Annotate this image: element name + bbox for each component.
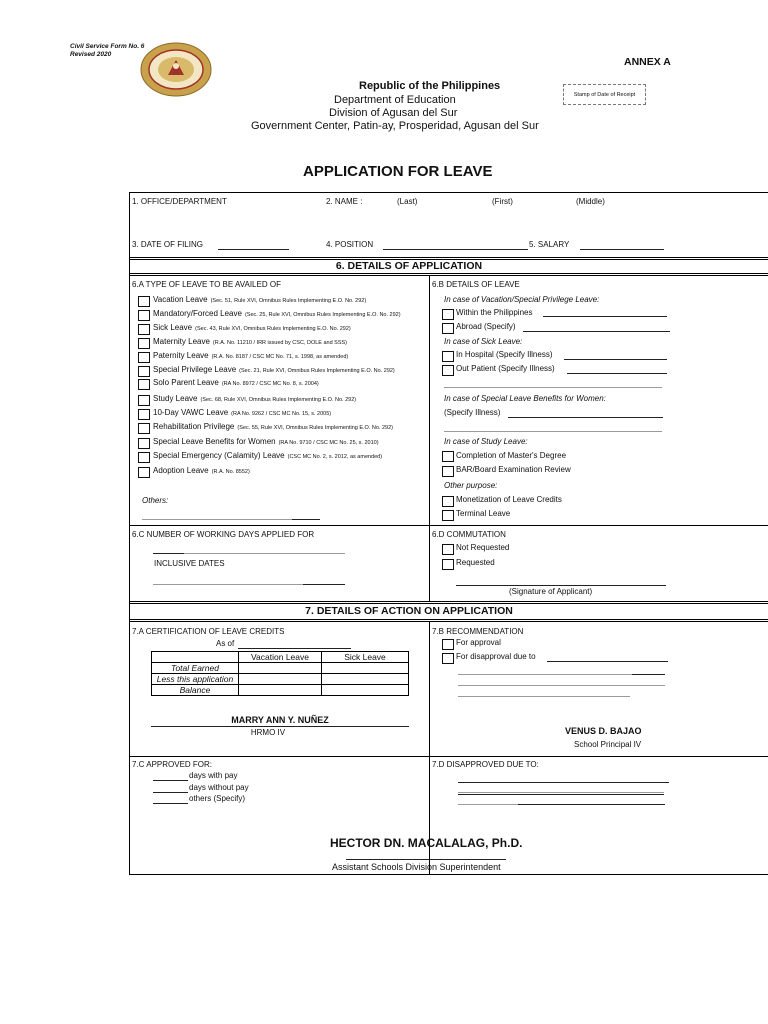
col-sick-header: Sick Leave xyxy=(322,652,409,663)
leave-type-label xyxy=(153,365,395,374)
sec6-mid-rule xyxy=(129,525,768,526)
specify-illness-field[interactable] xyxy=(508,417,663,418)
principal-title: School Principal IV xyxy=(574,740,642,749)
cell-total-sick[interactable] xyxy=(322,663,409,674)
leave-type-checkbox[interactable] xyxy=(138,324,150,335)
sec7-rule-top xyxy=(129,601,768,602)
leave-type-checkbox[interactable] xyxy=(138,338,150,349)
study-heading: In case of Study Leave: xyxy=(444,437,528,446)
leave-type-checkbox[interactable] xyxy=(138,379,150,390)
others-specify-field[interactable] xyxy=(153,803,188,804)
receipt-stamp-box: Stamp of Date of Receipt xyxy=(563,84,646,105)
position-label: 4. POSITION xyxy=(326,240,374,249)
annex-label: ANNEX A xyxy=(624,56,671,68)
within-philippines-checkbox[interactable] xyxy=(442,309,454,320)
for-disapproval-checkbox[interactable] xyxy=(442,653,454,664)
leave-type-reference: (R.A. No. 8187 / CSC MC No. 71, s. 1998, as amended) xyxy=(211,354,349,360)
division-line: Division of Agusan del Sur xyxy=(329,107,458,119)
other-purpose-heading: Other purpose: xyxy=(444,481,498,490)
sec7-mid-rule xyxy=(129,756,768,757)
leave-type-checkbox[interactable] xyxy=(138,423,150,434)
asds-title: Assistant Schools Division Superintendent xyxy=(332,862,501,872)
leave-type-checkbox[interactable] xyxy=(138,296,150,307)
credits-corner xyxy=(152,652,239,663)
not-requested-label: Not Requested xyxy=(456,543,510,552)
abroad-label: Abroad (Specify) xyxy=(456,322,516,331)
form-left-border xyxy=(129,192,130,875)
disapproval-line-4 xyxy=(458,696,630,697)
sec6-rule-bottom2 xyxy=(129,275,768,276)
hrmo-signature-line xyxy=(151,726,409,727)
disapproval-reason-field[interactable] xyxy=(547,661,668,662)
monetization-checkbox[interactable] xyxy=(442,496,454,507)
masters-checkbox[interactable] xyxy=(442,451,454,462)
women-heading: In case of Special Leave Benefits for Women: xyxy=(444,394,606,403)
leave-type-name: 10-Day VAWC Leave xyxy=(153,408,229,417)
sec6-rule-top xyxy=(129,257,768,258)
within-field[interactable] xyxy=(543,316,667,317)
section6a-title: 6.A TYPE OF LEAVE TO BE AVAILED OF xyxy=(132,280,281,289)
deped-seal-icon xyxy=(140,42,212,97)
sec6-divider xyxy=(429,275,430,601)
signature-label: (Signature of Applicant) xyxy=(509,587,593,596)
asds-signature-line xyxy=(346,859,506,860)
sec7-rule-bottom2 xyxy=(129,621,768,622)
row-total-earned: Total Earned xyxy=(152,663,239,674)
section7d-title: 7.D DISAPPROVED DUE TO: xyxy=(432,760,539,769)
leave-type-reference: (RA No. 8972 / CSC MC No. 8, s. 2004) xyxy=(221,381,319,387)
section7b-title: 7.B RECOMMENDATION xyxy=(432,627,524,636)
salary-label: 5. SALARY xyxy=(529,240,570,249)
leave-type-reference: (CSC MC No. 2, s. 2012, as amended) xyxy=(287,454,383,460)
cell-less-vacation[interactable] xyxy=(239,674,322,685)
women-extra-line xyxy=(444,431,662,432)
disapproved-line-2b xyxy=(458,794,664,795)
out-patient-checkbox[interactable] xyxy=(442,365,454,376)
signature-field[interactable] xyxy=(456,585,666,586)
as-of-field[interactable] xyxy=(238,648,351,649)
leave-type-label xyxy=(153,451,382,460)
leave-type-name: Vacation Leave xyxy=(153,295,208,304)
leave-type-name: Paternity Leave xyxy=(153,351,209,360)
bar-label: BAR/Board Examination Review xyxy=(456,465,571,474)
outpatient-field[interactable] xyxy=(567,373,667,374)
days-with-pay-label: days with pay xyxy=(189,771,238,780)
leave-type-label xyxy=(153,309,401,318)
disapproved-line-2 xyxy=(458,792,664,793)
inclusive-dates-label: INCLUSIVE DATES xyxy=(154,559,225,568)
office-label: 1. OFFICE/DEPARTMENT xyxy=(132,197,227,206)
bar-review-checkbox[interactable] xyxy=(442,466,454,477)
in-hospital-checkbox[interactable] xyxy=(442,351,454,362)
sec6-rule-bottom xyxy=(129,273,768,274)
sick-heading: In case of Sick Leave: xyxy=(444,337,523,346)
leave-type-checkbox[interactable] xyxy=(138,366,150,377)
leave-type-reference: (Sec. 21, Rule XVI, Omnibus Rules Implementing E.O. No. 292) xyxy=(239,368,395,374)
disapproval-line-2-end xyxy=(632,674,665,675)
within-label: Within the Philippines xyxy=(456,308,533,317)
date-filing-label: 3. DATE OF FILING xyxy=(132,240,203,249)
specify-illness-label: (Specify Illness) xyxy=(444,408,501,417)
leave-type-name: Rehabilitation Privilege xyxy=(153,422,235,431)
leave-type-label xyxy=(153,408,331,417)
working-days-line xyxy=(184,553,345,554)
name-middle-label: (Middle) xyxy=(576,197,605,206)
days-without-pay-label: days without pay xyxy=(189,783,249,792)
department-line: Department of Education xyxy=(334,94,456,106)
asds-name: HECTOR DN. MACALALAG, Ph.D. xyxy=(330,836,523,850)
disapproval-line-2 xyxy=(458,674,632,675)
outpatient-label: Out Patient (Specify Illness) xyxy=(456,364,555,373)
position-field[interactable] xyxy=(383,249,528,250)
leave-type-reference: (Sec. 55, Rule XVI, Omnibus Rules Implementing E.O. No. 292) xyxy=(237,425,393,431)
days-without-pay-field[interactable] xyxy=(153,792,188,793)
form-revision: Revised 2020 xyxy=(70,51,112,58)
leave-type-label xyxy=(153,466,250,475)
form-top-border xyxy=(129,192,768,193)
others-field[interactable] xyxy=(142,519,292,520)
section7c-title: 7.C APPROVED FOR: xyxy=(132,760,213,769)
leave-type-label xyxy=(153,351,348,360)
cell-balance-vacation[interactable] xyxy=(239,685,322,696)
terminal-label: Terminal Leave xyxy=(456,509,511,518)
leave-type-name: Mandatory/Forced Leave xyxy=(153,309,242,318)
terminal-leave-checkbox[interactable] xyxy=(442,510,454,521)
leave-type-checkbox[interactable] xyxy=(138,310,150,321)
section6b-title: 6.B DETAILS OF LEAVE xyxy=(432,280,520,289)
col-vacation-header: Vacation Leave xyxy=(239,652,322,663)
leave-type-name: Special Emergency (Calamity) Leave xyxy=(153,451,285,460)
leave-type-label xyxy=(153,394,356,403)
salary-field[interactable] xyxy=(580,249,664,250)
disapproved-line-3 xyxy=(458,804,518,805)
section6c-title: 6.C NUMBER OF WORKING DAYS APPLIED FOR xyxy=(132,530,315,539)
leave-type-label xyxy=(153,295,366,304)
leave-type-label xyxy=(153,337,347,346)
monetization-label: Monetization of Leave Credits xyxy=(456,495,562,504)
sec7-rule-bottom xyxy=(129,619,768,620)
name-first-label: (First) xyxy=(492,197,513,206)
sec7-rule-top2 xyxy=(129,603,768,604)
abroad-checkbox[interactable] xyxy=(442,323,454,334)
for-approval-checkbox[interactable] xyxy=(442,639,454,650)
row-less-application: Less this application xyxy=(152,674,239,685)
cell-total-vacation[interactable] xyxy=(239,663,322,674)
abroad-field[interactable] xyxy=(523,331,670,332)
inclusive-dates-field[interactable] xyxy=(153,584,303,585)
leave-type-label xyxy=(153,437,379,446)
hrmo-name: MARRY ANN Y. NUÑEZ xyxy=(231,715,329,725)
leave-type-reference: (R.A. No. 8552) xyxy=(211,469,250,475)
section6d-title: 6.D COMMUTATION xyxy=(432,530,506,539)
as-of-label: As of xyxy=(216,639,235,648)
disapproval-line-3 xyxy=(458,685,665,686)
hospital-label: In Hospital (Specify Illness) xyxy=(456,350,553,359)
others-label: Others: xyxy=(142,496,169,505)
form-number: Civil Service Form No. 6 xyxy=(70,43,145,50)
requested-label: Requested xyxy=(456,558,495,567)
leave-type-checkbox[interactable] xyxy=(138,438,150,449)
leave-type-reference: (Sec. 25, Rule XVI, Omnibus Rules Implementing E.O. No. 292) xyxy=(244,312,401,318)
leave-type-checkbox[interactable] xyxy=(138,352,150,363)
leave-type-reference: (R.A. No. 11210 / IRR issued by CSC, DOLE and SSS) xyxy=(212,340,348,346)
disapproved-reason-field[interactable] xyxy=(458,782,669,783)
leave-credits-table xyxy=(151,651,409,696)
leave-type-checkbox[interactable] xyxy=(138,409,150,420)
leave-type-reference: (Sec. 43, Rule XVI, Omnibus Rules Implementing E.O. No. 292) xyxy=(195,326,351,332)
inclusive-line-end xyxy=(303,584,345,585)
section6-title: 6. DETAILS OF APPLICATION xyxy=(335,260,483,272)
disapproved-line-3-end xyxy=(518,804,665,805)
form-title: APPLICATION FOR LEAVE xyxy=(303,163,493,180)
for-approval-label: For approval xyxy=(456,638,501,647)
leave-type-reference: (RA No. 9710 / CSC MC No. 25, s. 2010) xyxy=(278,440,379,446)
cell-balance-sick[interactable] xyxy=(322,685,409,696)
days-with-pay-field[interactable] xyxy=(153,780,188,781)
leave-type-name: Special Privilege Leave xyxy=(153,365,237,374)
section7a-title: 7.A CERTIFICATION OF LEAVE CREDITS xyxy=(132,627,285,636)
principal-name: VENUS D. BAJAO xyxy=(565,726,642,736)
republic-line: Republic of the Philippines xyxy=(359,80,501,92)
leave-type-name: Sick Leave xyxy=(153,323,193,332)
for-disapproval-label: For disapproval due to xyxy=(456,652,536,661)
not-requested-checkbox[interactable] xyxy=(442,544,454,555)
working-days-field[interactable] xyxy=(153,553,184,554)
date-filing-field[interactable] xyxy=(218,249,289,250)
leave-type-reference: (Sec. 68, Rule XVI, Omnibus Rules Implementing E.O. No. 292) xyxy=(200,397,357,403)
others-field-end xyxy=(292,519,320,520)
leave-type-name: Solo Parent Leave xyxy=(153,378,219,387)
vacation-heading: In case of Vacation/Special Privilege Leave: xyxy=(444,295,600,304)
leave-type-checkbox[interactable] xyxy=(138,395,150,406)
form-bottom-border xyxy=(129,874,768,875)
sick-extra-line xyxy=(444,387,662,388)
hospital-field[interactable] xyxy=(564,359,667,360)
leave-type-reference: (Sec. 51, Rule XVI, Omnibus Rules Implementing E.O. No. 292) xyxy=(210,298,367,304)
leave-type-label xyxy=(153,422,393,431)
masters-label: Completion of Master's Degree xyxy=(456,451,567,460)
leave-type-label xyxy=(153,323,351,332)
leave-type-checkbox[interactable] xyxy=(138,452,150,463)
leave-type-checkbox[interactable] xyxy=(138,467,150,478)
section7-title: 7. DETAILS OF ACTION ON APPLICATION xyxy=(305,605,513,617)
others-specify-label: others (Specify) xyxy=(189,794,246,803)
leave-type-reference: (RA No. 9262 / CSC MC No. 15, s. 2005) xyxy=(231,411,332,417)
hrmo-title: HRMO IV xyxy=(250,728,286,737)
row-balance: Balance xyxy=(152,685,239,696)
name-label: 2. NAME : xyxy=(326,197,363,206)
address-line: Government Center, Patin-ay, Prosperidad, Agusan del Sur xyxy=(251,120,539,132)
requested-checkbox[interactable] xyxy=(442,559,454,570)
name-last-label: (Last) xyxy=(397,197,418,206)
leave-type-label xyxy=(153,378,319,387)
cell-less-sick[interactable] xyxy=(322,674,409,685)
leave-type-name: Maternity Leave xyxy=(153,337,210,346)
leave-type-name: Adoption Leave xyxy=(153,466,209,475)
leave-type-name: Special Leave Benefits for Women xyxy=(153,437,276,446)
leave-type-name: Study Leave xyxy=(153,394,198,403)
